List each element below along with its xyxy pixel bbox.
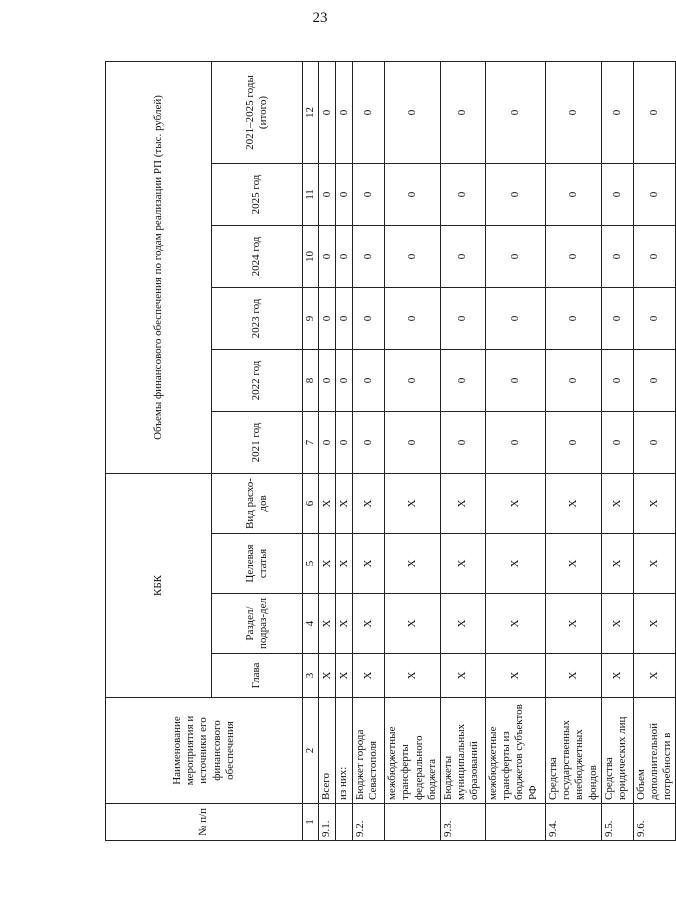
row-name: Объем дополнительной потребности в xyxy=(633,698,676,804)
header-glava: Глава xyxy=(212,654,303,698)
cell: 0 xyxy=(385,288,441,350)
column-index-row xyxy=(303,61,319,840)
cell: X xyxy=(601,534,633,594)
table-row xyxy=(336,61,353,840)
cell: 0 xyxy=(485,226,545,288)
cell: X xyxy=(319,594,336,654)
cell: 0 xyxy=(601,61,633,163)
col-index: 9 xyxy=(303,288,319,350)
table-row xyxy=(319,61,336,840)
cell: 0 xyxy=(601,412,633,474)
cell: 0 xyxy=(385,164,441,226)
cell: X xyxy=(336,654,353,698)
row-num: 9.4. xyxy=(545,804,601,841)
table-row xyxy=(440,61,485,840)
cell: 0 xyxy=(545,226,601,288)
cell: X xyxy=(440,474,485,534)
col-index: 1 xyxy=(303,804,319,841)
cell: X xyxy=(485,654,545,698)
col-index: 2 xyxy=(303,698,319,804)
cell: X xyxy=(545,534,601,594)
header-num: № п/п xyxy=(106,804,303,841)
cell: 0 xyxy=(353,350,385,412)
cell: 0 xyxy=(545,61,601,163)
cell: 0 xyxy=(319,288,336,350)
header-kbk: КБК xyxy=(106,474,212,698)
cell: X xyxy=(545,654,601,698)
col-index: 10 xyxy=(303,226,319,288)
row-num: 9.2. xyxy=(353,804,385,841)
cell: X xyxy=(336,594,353,654)
row-num: 9.5. xyxy=(601,804,633,841)
header-celevaya: Целевая статья xyxy=(212,534,303,594)
cell: X xyxy=(385,474,441,534)
cell: 0 xyxy=(336,350,353,412)
header-2022: 2022 год xyxy=(212,350,303,412)
cell: X xyxy=(353,654,385,698)
cell: 0 xyxy=(319,164,336,226)
cell: 0 xyxy=(485,412,545,474)
header-name: Наименование мероприятия и источники его финансового обеспечения xyxy=(106,698,303,804)
cell: 0 xyxy=(440,61,485,163)
cell: 0 xyxy=(440,412,485,474)
cell: 0 xyxy=(353,412,385,474)
header-volumes: Объемы финансового обеспечения по годам реализации РП (тыс. рублей) xyxy=(106,61,212,473)
cell: 0 xyxy=(319,412,336,474)
cell: 0 xyxy=(319,226,336,288)
row-num: 9.6. xyxy=(633,804,676,841)
cell: 0 xyxy=(319,350,336,412)
cell: X xyxy=(633,534,676,594)
cell: 0 xyxy=(440,288,485,350)
cell: 0 xyxy=(633,350,676,412)
col-index: 4 xyxy=(303,594,319,654)
cell: 0 xyxy=(545,412,601,474)
header-vid: Вид расхо-дов xyxy=(212,474,303,534)
row-name: Средства государственных внебюджетных фондов xyxy=(545,698,601,804)
row-name: Всего xyxy=(319,698,336,804)
row-name: межбюджетные трансферты федерального бюджета xyxy=(385,698,441,804)
cell: 0 xyxy=(545,350,601,412)
cell: 0 xyxy=(353,226,385,288)
header-2021: 2021 год xyxy=(212,412,303,474)
cell: 0 xyxy=(336,412,353,474)
cell: 0 xyxy=(440,226,485,288)
row-num xyxy=(385,804,441,841)
cell: 0 xyxy=(353,164,385,226)
cell: 0 xyxy=(336,288,353,350)
cell: X xyxy=(353,594,385,654)
cell: 0 xyxy=(633,226,676,288)
header-razdel: Раздел/ подраз-дел xyxy=(212,594,303,654)
page-number: 23 xyxy=(312,10,328,26)
cell: X xyxy=(601,594,633,654)
cell: X xyxy=(353,534,385,594)
row-num: 9.1. xyxy=(319,804,336,841)
col-index: 8 xyxy=(303,350,319,412)
row-name: Средства юридических лиц xyxy=(601,698,633,804)
cell: 0 xyxy=(545,288,601,350)
cell: X xyxy=(440,654,485,698)
cell: X xyxy=(319,654,336,698)
cell: X xyxy=(601,654,633,698)
cell: 0 xyxy=(385,350,441,412)
cell: X xyxy=(485,474,545,534)
col-index: 5 xyxy=(303,534,319,594)
header-2023: 2023 год xyxy=(212,288,303,350)
table-row xyxy=(353,61,385,840)
cell: 0 xyxy=(336,164,353,226)
cell: X xyxy=(545,594,601,654)
row-name: Бюджет города Севастополя xyxy=(353,698,385,804)
col-index: 6 xyxy=(303,474,319,534)
header-2025: 2025 год xyxy=(212,164,303,226)
cell: X xyxy=(633,474,676,534)
cell: 0 xyxy=(440,164,485,226)
cell: X xyxy=(385,534,441,594)
cell: X xyxy=(319,534,336,594)
row-name: из них: xyxy=(336,698,353,804)
cell: 0 xyxy=(336,226,353,288)
cell: 0 xyxy=(319,61,336,163)
cell: 0 xyxy=(485,350,545,412)
table-row xyxy=(633,61,676,840)
col-index: 12 xyxy=(303,61,319,163)
row-num xyxy=(485,804,545,841)
cell: X xyxy=(601,474,633,534)
cell: 0 xyxy=(633,61,676,163)
cell: X xyxy=(485,594,545,654)
cell: X xyxy=(385,594,441,654)
cell: 0 xyxy=(385,226,441,288)
rotated-table-wrapper xyxy=(105,62,674,841)
cell: 0 xyxy=(353,61,385,163)
cell: X xyxy=(440,534,485,594)
row-name: межбюджетные трансферты из бюджетов субъектов РФ xyxy=(485,698,545,804)
cell: 0 xyxy=(633,164,676,226)
cell: 0 xyxy=(440,350,485,412)
table-row xyxy=(545,61,601,840)
cell: 0 xyxy=(485,61,545,163)
header-2024: 2024 год xyxy=(212,226,303,288)
table-row xyxy=(485,61,545,840)
row-num: 9.3. xyxy=(440,804,485,841)
col-index: 11 xyxy=(303,164,319,226)
row-name: Бюджеты муниципальных образований xyxy=(440,698,485,804)
table-row xyxy=(601,61,633,840)
cell: X xyxy=(440,594,485,654)
cell: 0 xyxy=(353,288,385,350)
financing-table xyxy=(105,61,676,841)
cell: 0 xyxy=(385,61,441,163)
cell: 0 xyxy=(485,288,545,350)
cell: 0 xyxy=(485,164,545,226)
cell: 0 xyxy=(601,164,633,226)
col-index: 3 xyxy=(303,654,319,698)
cell: 0 xyxy=(601,226,633,288)
col-index: 7 xyxy=(303,412,319,474)
cell: X xyxy=(336,534,353,594)
cell: X xyxy=(336,474,353,534)
cell: X xyxy=(319,474,336,534)
cell: X xyxy=(353,474,385,534)
row-num xyxy=(336,804,353,841)
cell: 0 xyxy=(601,350,633,412)
header-total: 2021–2025 годы (итого) xyxy=(212,61,303,163)
cell: 0 xyxy=(633,412,676,474)
cell: X xyxy=(485,534,545,594)
cell: 0 xyxy=(336,61,353,163)
cell: X xyxy=(385,654,441,698)
cell: 0 xyxy=(601,288,633,350)
table-row xyxy=(385,61,441,840)
cell: 0 xyxy=(385,412,441,474)
cell: 0 xyxy=(545,164,601,226)
cell: 0 xyxy=(633,288,676,350)
cell: X xyxy=(633,594,676,654)
cell: X xyxy=(633,654,676,698)
cell: X xyxy=(545,474,601,534)
